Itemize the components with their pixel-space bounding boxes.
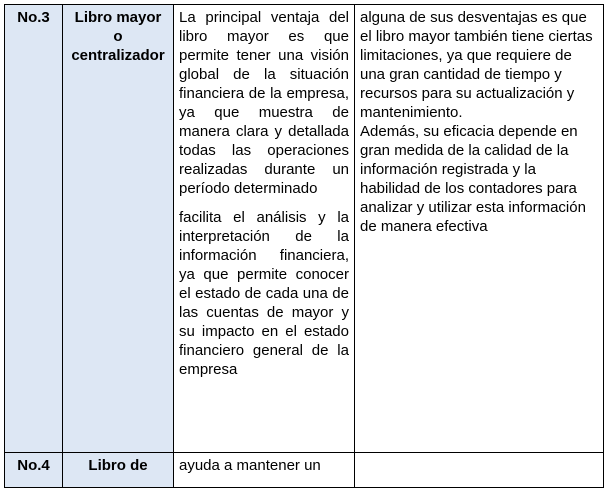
advantage-paragraph: La principal ventaja del libro mayor es que permite tener una visión global de la situación financiera de la empresa, ya que muestra de manera clara y detallada todas las operaciones realizadas durante un período determinado — [179, 9, 349, 197]
disadvantages-cell — [355, 5, 604, 453]
book-name: Libro de — [88, 457, 148, 474]
document-table — [4, 4, 604, 488]
row-number: No.4 — [17, 457, 50, 474]
table-row — [5, 453, 604, 488]
advantage-paragraph: ayuda a mantener un — [179, 457, 321, 474]
table-row — [5, 5, 604, 453]
book-name-cell — [63, 5, 174, 453]
row-number: No.3 — [17, 9, 50, 26]
book-name-cell — [63, 453, 174, 488]
advantages-cell — [174, 5, 355, 453]
disadvantage-paragraph: Además, su eficacia depende en gran medida de la calidad de la información registrada y la habilidad de los contadores para analizar y utilizar esta información de manera efectiva — [360, 123, 586, 235]
disadvantage-paragraph: alguna de sus desventajas es que el libro mayor también tiene ciertas limitaciones, ya que requiere de una gran cantidad de tiempo y recursos para su actualización y mantenimiento. — [360, 9, 593, 121]
row-number-cell — [5, 453, 63, 488]
advantages-cell — [174, 453, 355, 488]
advantage-paragraph: facilita el análisis y la interpretación de la información financiera, ya que permite conocer el estado de cada una de las cuentas de mayor y su impacto en el estado financiero general de la empresa — [179, 209, 349, 378]
row-number-cell — [5, 5, 63, 453]
disadvantages-cell — [355, 453, 604, 488]
book-name-line: Libro mayor — [74, 9, 162, 26]
book-name-line: o — [113, 28, 123, 45]
book-name — [71, 9, 164, 64]
book-name-line: centralizador — [71, 47, 165, 64]
